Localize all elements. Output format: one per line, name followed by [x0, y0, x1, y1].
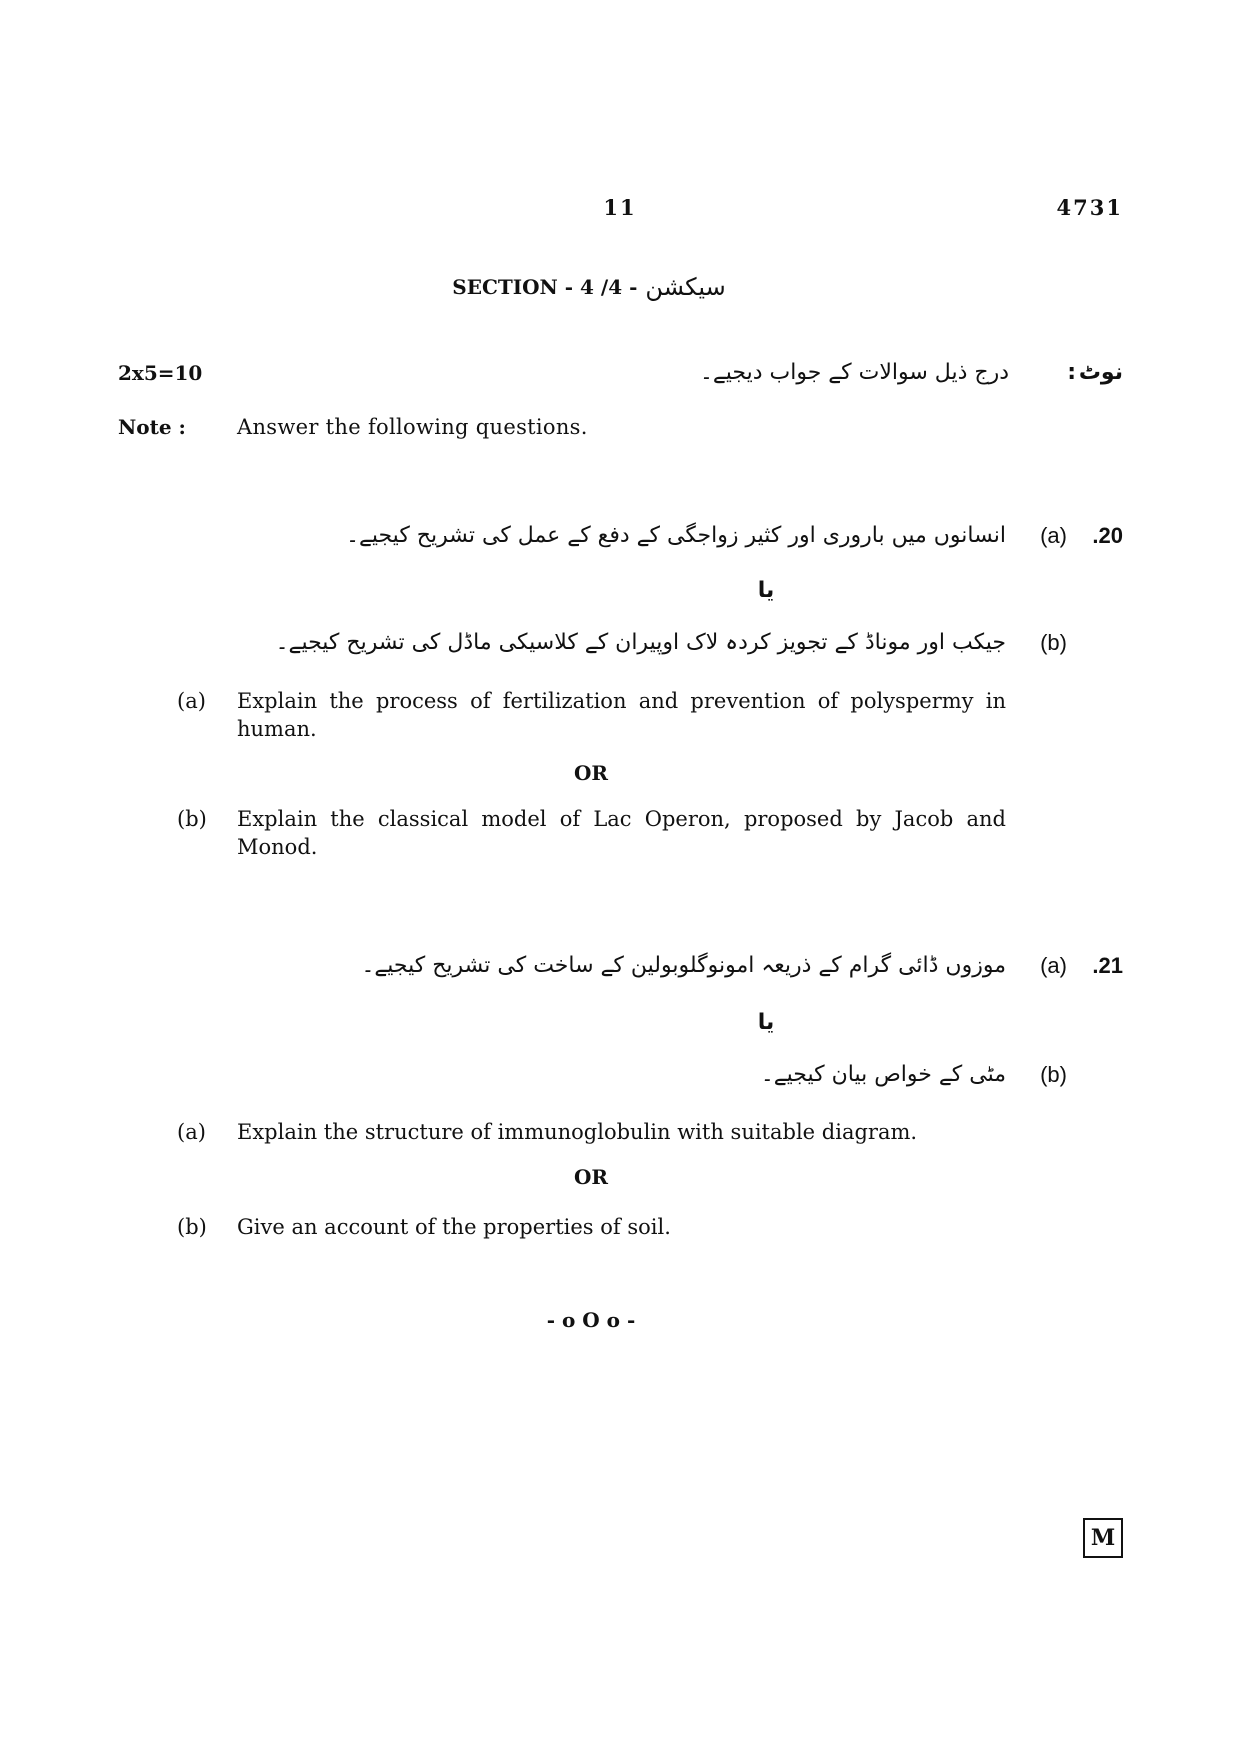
- english-option-label-b: (b): [177, 1215, 207, 1239]
- urdu-or-separator: یا: [757, 578, 775, 603]
- end-of-paper-marker: - o O o -: [546, 1308, 636, 1332]
- english-or-separator: OR: [573, 1165, 609, 1189]
- question-number: .20: [1092, 523, 1123, 548]
- urdu-option-label-b: (b): [1040, 630, 1067, 655]
- urdu-question-b: جیکب اور موناڈ کے تجویز کردہ لاک اوپیران کے کلاسیکی ماڈل کی تشریح کیجیے۔: [275, 630, 1006, 655]
- urdu-option-label-a: (a): [1040, 523, 1067, 548]
- section-title: [0, 269, 1178, 305]
- urdu-question-a: انسانوں میں باروری اور کثیر زواجگی کے دفع کے عمل کی تشریح کیجیے۔: [346, 523, 1006, 548]
- note-label-urdu: نوٹ: [1078, 360, 1123, 385]
- section-title-urdu: سیکشن: [645, 273, 726, 301]
- english-question-a: Explain the structure of immunoglobulin with suitable diagram.: [237, 1120, 918, 1144]
- note-colon-urdu: :: [1067, 360, 1076, 385]
- english-or-separator: OR: [573, 761, 609, 785]
- urdu-question-a: موزوں ڈائی گرام کے ذریعہ امونوگلوبولین کے ساخت کی تشریح کیجیے۔: [361, 953, 1006, 978]
- urdu-or-separator: یا: [757, 1010, 775, 1035]
- english-question-a: Explain the process of fertilization and prevention of polyspermy in human.: [237, 689, 1006, 741]
- note-label-english: Note :: [118, 415, 186, 439]
- note-text-english: Answer the following questions.: [237, 415, 588, 439]
- marks-scheme: 2x5=10: [118, 361, 203, 385]
- english-question-b: Give an account of the properties of soil.: [237, 1215, 671, 1239]
- note-text-urdu: درج ذیل سوالات کے جواب دیجیے۔: [699, 360, 1009, 385]
- urdu-question-b: مٹی کے خواص بیان کیجیے۔: [760, 1062, 1006, 1087]
- english-option-label-a: (a): [177, 1120, 206, 1144]
- english-option-label-b: (b): [177, 807, 207, 831]
- page-number: 11: [603, 195, 637, 220]
- question-number: .21: [1092, 953, 1123, 978]
- english-question-b: Explain the classical model of Lac Operon, proposed by Jacob and Monod.: [237, 807, 1006, 859]
- corner-mark-letter: M: [1090, 1525, 1116, 1551]
- english-option-label-a: (a): [177, 689, 206, 713]
- section-title-english: SECTION - 4 /4 -: [452, 275, 638, 299]
- paper-code: 4731: [1056, 195, 1123, 220]
- corner-mark-box: [1083, 1518, 1123, 1558]
- urdu-option-label-a: (a): [1040, 953, 1067, 978]
- urdu-option-label-b: (b): [1040, 1062, 1067, 1087]
